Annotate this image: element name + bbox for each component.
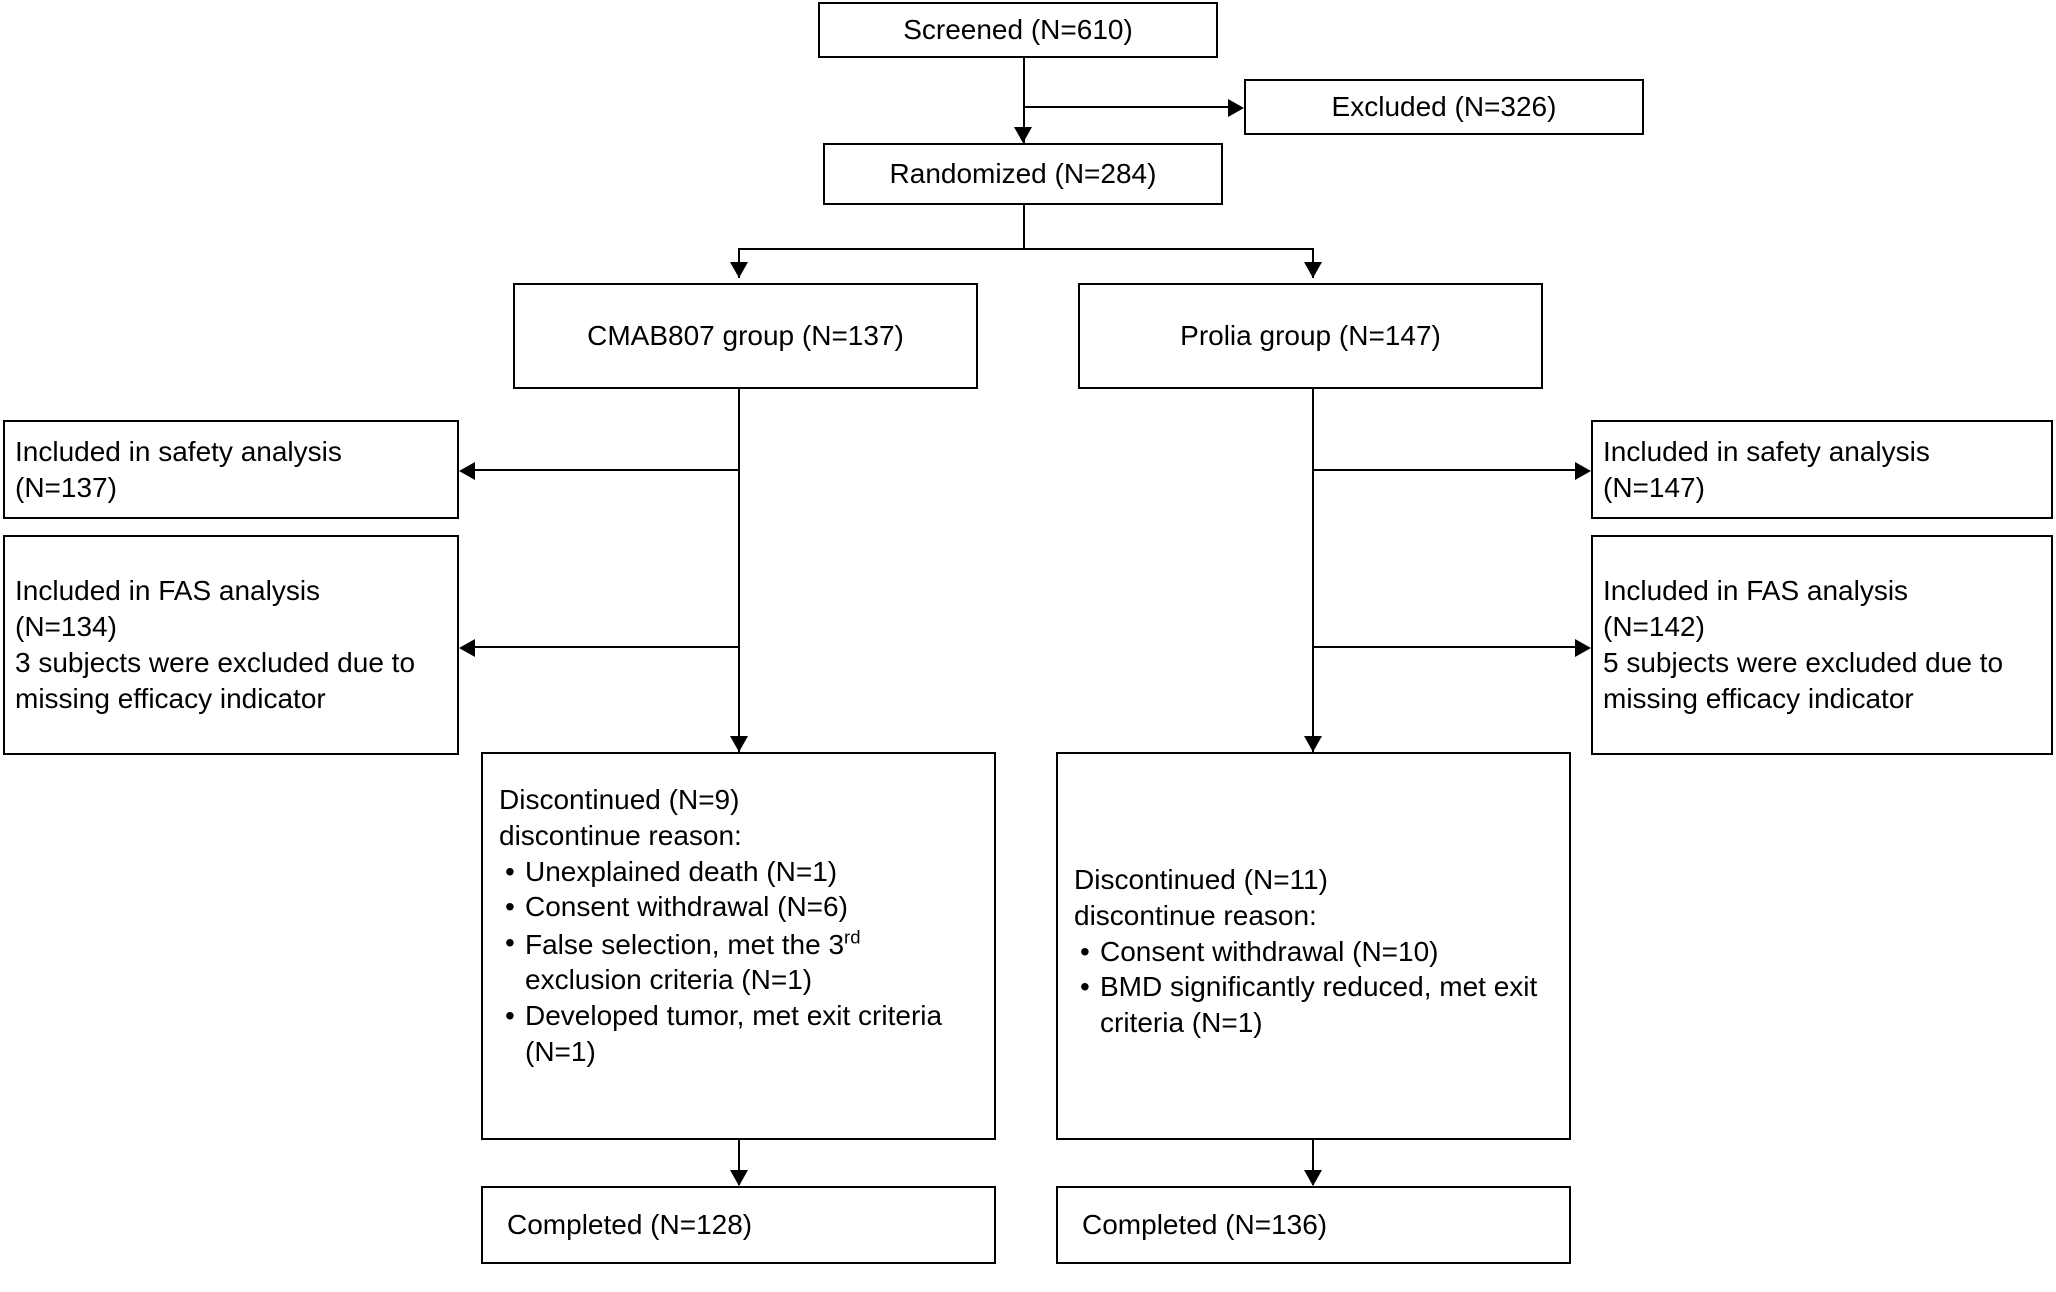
arrow-to-fas-right [1575, 639, 1591, 657]
connector-randomized-stem [1023, 205, 1025, 250]
node-safety-left-line1: Included in safety analysis [15, 435, 342, 467]
node-discontinued-left [481, 752, 996, 1140]
arrow-to-disc-right [1304, 736, 1322, 752]
arrow-to-disc-left [730, 736, 748, 752]
node-discontinued-left-reasons [499, 854, 978, 1070]
node-fas-left-line1: Included in FAS analysis [15, 575, 321, 607]
arrow-to-cmab807-group [730, 262, 748, 278]
arrow-to-completed-left [730, 1170, 748, 1186]
node-fas-right-line2: (N=142) [1603, 611, 1705, 643]
arrow-to-safety-right [1575, 462, 1591, 480]
node-fas-left [3, 535, 459, 755]
node-discontinued-left-line1: Discontinued (N=9) [499, 784, 740, 815]
connector-fas-right [1312, 646, 1575, 648]
node-discontinued-right-line1: Discontinued (N=11) [1074, 864, 1328, 895]
spine-left [738, 389, 740, 752]
connector-screened-to-excluded [1023, 106, 1228, 108]
connector-fas-left [475, 646, 738, 648]
node-fas-right-line1: Included in FAS analysis [1603, 575, 1909, 607]
node-cmab807-group-label: CMAB807 group (N=137) [587, 320, 904, 352]
arrow-to-excluded [1228, 99, 1244, 117]
list-item: • BMD significantly reduced, met exit criteria (N=1) [1074, 969, 1553, 1041]
node-excluded [1244, 79, 1644, 135]
node-completed-right-label: Completed (N=136) [1082, 1209, 1328, 1241]
node-safety-left-line2: (N=137) [15, 471, 117, 503]
node-safety-right-line2: (N=147) [1603, 471, 1705, 503]
node-randomized [823, 143, 1223, 205]
node-fas-right [1591, 535, 2053, 755]
arrow-to-prolia-group [1304, 262, 1322, 278]
arrow-to-randomized [1014, 127, 1032, 143]
node-discontinued-right [1056, 752, 1571, 1140]
node-completed-left-label: Completed (N=128) [507, 1209, 753, 1241]
connector-safety-right [1312, 469, 1575, 471]
list-item: • Consent withdrawal (N=6) [499, 889, 978, 925]
node-completed-right [1056, 1186, 1571, 1264]
node-safety-right-line1: Included in safety analysis [1603, 435, 1930, 467]
node-discontinued-right-reasons [1074, 934, 1553, 1041]
node-safety-right [1591, 420, 2053, 519]
node-completed-left [481, 1186, 996, 1264]
node-fas-left-line2: (N=134) [15, 611, 117, 643]
list-item: • Developed tumor, met exit criteria (N=1) [499, 998, 978, 1070]
node-screened [818, 2, 1218, 58]
node-excluded-label: Excluded (N=326) [1331, 91, 1557, 123]
node-randomized-label: Randomized (N=284) [889, 158, 1157, 190]
spine-right [1312, 389, 1314, 752]
node-prolia-group [1078, 283, 1543, 389]
node-fas-left-line3: 3 subjects were excluded due to missing efficacy indicator [15, 647, 423, 714]
connector-safety-left [475, 469, 738, 471]
node-safety-left [3, 420, 459, 519]
node-fas-right-line3: 5 subjects were excluded due to missing efficacy indicator [1603, 647, 2011, 714]
list-item: • Unexplained death (N=1) [499, 854, 978, 890]
arrow-to-safety-left [459, 462, 475, 480]
node-discontinued-left-line2: discontinue reason: [499, 819, 742, 851]
arrow-to-completed-right [1304, 1170, 1322, 1186]
connector-randomized-split [738, 248, 1314, 250]
node-discontinued-right-line2: discontinue reason: [1074, 899, 1317, 931]
node-cmab807-group [513, 283, 978, 389]
node-screened-label: Screened (N=610) [903, 14, 1133, 46]
list-item: • Consent withdrawal (N=10) [1074, 934, 1553, 970]
node-prolia-group-label: Prolia group (N=147) [1180, 320, 1441, 352]
arrow-to-fas-left [459, 639, 475, 657]
list-item: • False selection, met the 3rd exclusion criteria (N=1) [499, 925, 978, 998]
